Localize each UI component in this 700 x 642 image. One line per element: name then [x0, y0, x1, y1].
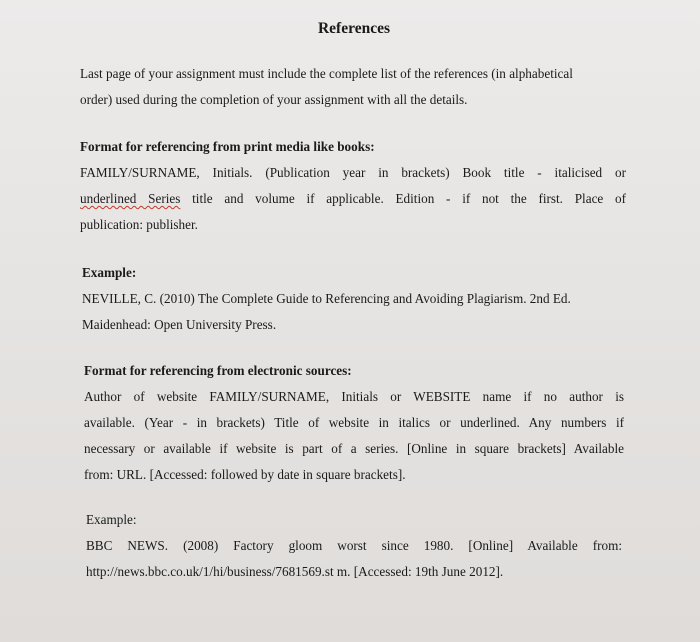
- underlined-series-text: underlined Series: [80, 191, 181, 206]
- example-1-line-1: NEVILLE, C. (2010) The Complete Guide to Referencing and Avoiding Plagiarism. 2nd Ed.: [82, 291, 571, 306]
- example-1-heading: Example:: [82, 265, 137, 280]
- electronic-sources-section: [84, 358, 624, 488]
- electronic-heading: Format for referencing from electronic sources:: [84, 363, 352, 378]
- example-1-line-2: Maidenhead: Open University Press.: [82, 317, 277, 332]
- example-2-line-1: BBC NEWS. (2008) Factory gloom worst since 1980. [Online] Available from:: [86, 538, 622, 553]
- print-media-line-1: FAMILY/SURNAME, Initials. (Publication year in brackets) Book title - italicised or: [80, 165, 626, 180]
- electronic-line-2: available. (Year - in brackets) Title of website in italics or underlined. Any numbers if: [84, 415, 624, 430]
- example-2-heading: Example:: [86, 512, 137, 527]
- example-1-section: [82, 260, 622, 338]
- print-media-line-2-rest: title and volume if applicable. Edition - if not the first. Place of: [192, 191, 627, 206]
- electronic-line-4: from: URL. [Accessed: followed by date in square brackets].: [84, 467, 406, 482]
- print-media-line-3: publication: publisher.: [80, 217, 198, 232]
- print-media-heading: Format for referencing from print media like books:: [80, 139, 375, 154]
- print-media-section: [80, 134, 626, 238]
- intro-line-2: order) used during the completion of your assignment with all the details.: [80, 92, 468, 107]
- electronic-line-1: Author of website FAMILY/SURNAME, Initials or WEBSITE name if no author is: [84, 389, 624, 404]
- print-media-line-2: [80, 186, 626, 212]
- intro-line-1: Last page of your assignment must include the complete list of the references (in alphabetical: [80, 66, 573, 81]
- intro-paragraph: [80, 61, 632, 113]
- page-title: References: [317, 20, 390, 37]
- electronic-line-3: necessary or available if website is part of a series. [Online in square brackets] Available: [84, 441, 624, 456]
- example-2-section: [86, 507, 622, 585]
- example-2-line-2: http://news.bbc.co.uk/1/hi/business/7681569.st m. [Accessed: 19th June 2012].: [86, 564, 504, 579]
